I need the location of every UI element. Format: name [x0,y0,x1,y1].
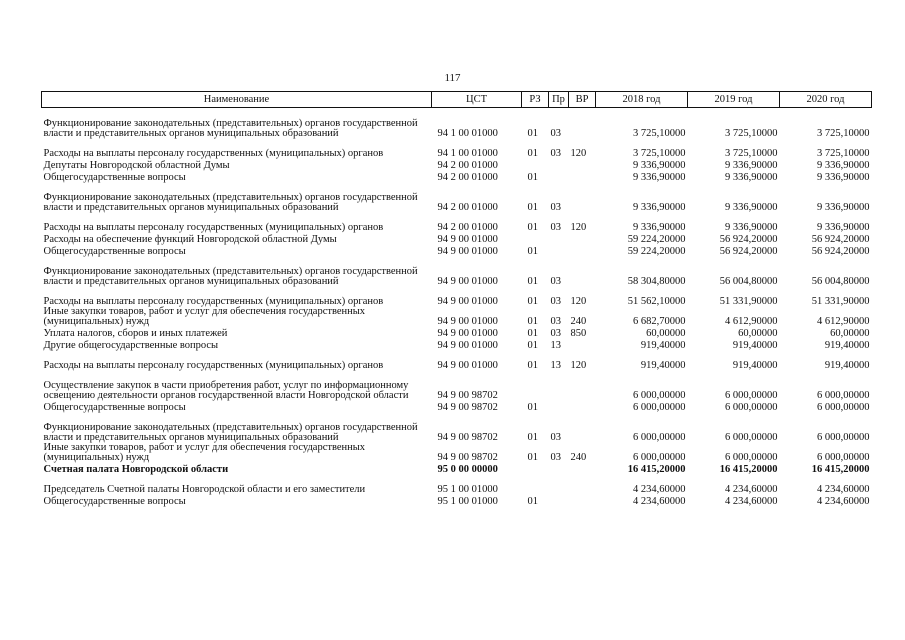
cell-pr [549,158,569,170]
cell-2019: 4 234,60000 [725,483,778,495]
cell-2020: 4 234,60000 [817,495,870,507]
cell-vr [569,412,596,442]
cell-name: Осуществление закупок в части приобретения работ, услуг по информационному освещению деятельности органов государственной власти Новгородской области [43,380,409,401]
cell-2019: 6 000,00000 [725,451,778,463]
cell-rz: 01 [527,359,538,371]
cell-pr: 03 [550,431,561,443]
table-row [42,306,872,326]
cell-pr: 03 [550,451,561,463]
cell-2018: 59 224,20000 [627,245,686,257]
cell-pr [549,232,569,244]
cell-2019: 6 000,00000 [725,431,778,443]
cell-pr: 03 [550,221,561,233]
cell-pr [549,494,569,506]
header-rz: РЗ [522,92,549,108]
cell-2018: 9 336,90000 [633,159,686,171]
cell-name: Функционирование законодательных (представительных) органов государственной власти и представительных органов муниципальных образований [43,266,418,287]
cell-2020: 56 924,20000 [811,245,870,257]
cell-2019: 9 336,90000 [725,171,778,183]
table-row [42,400,872,412]
cell-rz: 01 [527,201,538,213]
cell-2020: 56 004,80000 [811,275,870,287]
cell-2020: 6 000,00000 [817,431,870,443]
cell-2019: 56 924,20000 [719,245,778,257]
cell-2018: 919,40000 [640,359,686,371]
table-row [42,256,872,286]
cell-2019: 6 000,00000 [725,389,778,401]
cell-2019: 51 331,90000 [719,295,778,307]
table-row [42,350,872,370]
cell-2020: 6 000,00000 [817,401,870,413]
cell-rz: 01 [527,221,538,233]
cell-rz [522,370,549,400]
cell-cst: 94 9 00 98702 [437,389,498,401]
cell-cst: 94 9 00 01000 [437,359,498,371]
cell-rz: 01 [527,275,538,287]
table-row [42,494,872,506]
cell-vr: 850 [570,327,587,339]
table-row [42,412,872,442]
cell-vr [569,170,596,182]
cell-2019: 56 924,20000 [719,233,778,245]
budget-table [41,91,872,506]
cell-vr [569,494,596,506]
table-row [42,212,872,232]
cell-cst: 94 2 00 01000 [437,201,498,213]
cell-pr [549,462,569,474]
header-name: Наименование [42,92,432,108]
header-2020: 2020 год [780,92,872,108]
header-2019: 2019 год [688,92,780,108]
cell-rz: 01 [527,327,538,339]
cell-cst: 94 1 00 01000 [437,127,498,139]
cell-pr: 03 [550,327,561,339]
cell-vr: 120 [570,295,587,307]
table-body [42,108,872,507]
cell-cst: 94 9 00 98702 [437,401,498,413]
cell-rz: 01 [527,339,538,351]
cell-rz: 01 [527,401,538,413]
cell-2020: 4 612,90000 [817,315,870,327]
cell-2019: 3 725,10000 [725,147,778,159]
cell-vr [569,256,596,286]
table-row [42,370,872,400]
cell-2018: 3 725,10000 [633,127,686,139]
cell-2018: 9 336,90000 [633,221,686,233]
cell-pr: 03 [550,295,561,307]
cell-pr: 13 [550,359,561,371]
cell-rz: 01 [527,315,538,327]
cell-pr: 13 [550,339,561,351]
cell-vr [569,108,596,139]
cell-vr: 240 [570,451,587,463]
cell-name: Общегосударственные вопросы [43,171,186,183]
header-vr: ВР [569,92,596,108]
cell-2019: 4 234,60000 [725,495,778,507]
cell-2018: 6 000,00000 [633,389,686,401]
cell-2018: 59 224,20000 [627,233,686,245]
cell-2019: 9 336,90000 [725,221,778,233]
cell-rz: 01 [527,147,538,159]
cell-pr: 03 [550,127,561,139]
cell-pr: 03 [550,147,561,159]
cell-cst: 94 9 00 01000 [437,275,498,287]
cell-2018: 3 725,10000 [633,147,686,159]
cell-2018: 16 415,20000 [627,463,686,475]
cell-name: Расходы на обеспечение функций Новгородской областной Думы [43,233,337,245]
table-row [42,138,872,158]
cell-2018: 6 000,00000 [633,401,686,413]
cell-2020: 3 725,10000 [817,147,870,159]
cell-vr: 120 [570,359,587,371]
cell-name: Уплата налогов, сборов и иных платежей [43,327,228,339]
cell-2019: 9 336,90000 [725,201,778,213]
cell-cst: 94 9 00 01000 [437,233,498,245]
cell-2020: 9 336,90000 [817,201,870,213]
table-row [42,442,872,462]
cell-2020: 16 415,20000 [811,463,870,475]
cell-2020: 919,40000 [824,359,870,371]
cell-vr: 120 [570,147,587,159]
cell-2018: 51 562,10000 [627,295,686,307]
cell-2019: 919,40000 [732,339,778,351]
cell-rz: 01 [527,495,538,507]
cell-name: Расходы на выплаты персоналу государственных (муниципальных) органов [43,147,384,159]
table-row [42,158,872,170]
cell-vr [569,474,596,494]
header-pr: Пр [549,92,569,108]
cell-pr [549,370,569,400]
cell-2020: 6 000,00000 [817,389,870,401]
table-row [42,286,872,306]
table-header-row [42,92,872,108]
cell-2019: 16 415,20000 [719,463,778,475]
cell-name: Иные закупки товаров, работ и услуг для обеспечения государственных (муниципальных) нужд [43,442,366,463]
cell-cst: 94 9 00 98702 [437,451,498,463]
table-row [42,474,872,494]
cell-vr [569,232,596,244]
cell-2018: 6 000,00000 [633,451,686,463]
cell-cst: 94 9 00 01000 [437,245,498,257]
cell-2018: 9 336,90000 [633,171,686,183]
cell-pr [549,244,569,256]
cell-2018: 9 336,90000 [633,201,686,213]
cell-rz: 01 [527,431,538,443]
header-cst: ЦСТ [432,92,522,108]
cell-rz [522,474,549,494]
cell-2019: 6 000,00000 [725,401,778,413]
cell-2020: 9 336,90000 [817,171,870,183]
cell-2020: 9 336,90000 [817,159,870,171]
cell-vr [569,400,596,412]
cell-pr [549,400,569,412]
cell-name: Счетная палата Новгородской области [43,463,229,475]
cell-2018: 58 304,80000 [627,275,686,287]
cell-cst: 94 2 00 01000 [437,171,498,183]
cell-2020: 9 336,90000 [817,221,870,233]
cell-rz [522,232,549,244]
cell-2019: 9 336,90000 [725,159,778,171]
cell-name: Другие общегосударственные вопросы [43,339,219,351]
cell-vr [569,338,596,350]
cell-rz: 01 [527,127,538,139]
cell-rz: 01 [527,245,538,257]
cell-pr: 03 [550,275,561,287]
cell-name: Функционирование законодательных (представительных) органов государственной власти и представительных органов муниципальных образований [43,192,418,213]
cell-cst: 94 9 00 98702 [437,431,498,443]
header-2018: 2018 год [596,92,688,108]
cell-rz [522,158,549,170]
cell-rz: 01 [527,451,538,463]
table-row [42,182,872,212]
cell-vr [569,462,596,474]
cell-cst: 94 9 00 01000 [437,327,498,339]
cell-cst: 95 1 00 01000 [437,483,498,495]
cell-name: Функционирование законодательных (представительных) органов государственной власти и представительных органов муниципальных образований [43,422,418,443]
table-row-section-total [42,462,872,474]
cell-name: Депутаты Новгородской областной Думы [43,159,230,171]
cell-2019: 919,40000 [732,359,778,371]
cell-pr: 03 [550,315,561,327]
cell-2020: 56 924,20000 [811,233,870,245]
cell-vr [569,182,596,212]
table-row [42,170,872,182]
cell-2018: 919,40000 [640,339,686,351]
cell-vr: 240 [570,315,587,327]
cell-pr [549,170,569,182]
cell-cst: 94 9 00 01000 [437,339,498,351]
cell-vr: 120 [570,221,587,233]
cell-2019: 4 612,90000 [725,315,778,327]
cell-cst: 95 1 00 01000 [437,495,498,507]
cell-2018: 6 000,00000 [633,431,686,443]
cell-vr [569,370,596,400]
cell-rz: 01 [527,295,538,307]
cell-2020: 3 725,10000 [817,127,870,139]
cell-2020: 60,00000 [830,327,870,339]
cell-cst: 94 9 00 01000 [437,315,498,327]
cell-cst: 94 1 00 01000 [437,147,498,159]
table-row [42,338,872,350]
cell-rz [522,462,549,474]
cell-2018: 4 234,60000 [633,483,686,495]
cell-cst: 95 0 00 00000 [437,463,498,475]
cell-vr [569,244,596,256]
cell-name: Общегосударственные вопросы [43,245,186,257]
cell-cst: 94 9 00 01000 [437,295,498,307]
cell-name: Расходы на выплаты персоналу государственных (муниципальных) органов [43,221,384,233]
cell-2020: 4 234,60000 [817,483,870,495]
cell-name: Председатель Счетной палаты Новгородской области и его заместители [43,483,366,495]
cell-vr [569,158,596,170]
cell-2020: 51 331,90000 [811,295,870,307]
table-row [42,244,872,256]
cell-rz: 01 [527,171,538,183]
cell-name: Иные закупки товаров, работ и услуг для обеспечения государственных (муниципальных) нужд [43,306,366,327]
cell-pr [549,474,569,494]
cell-name: Расходы на выплаты персоналу государственных (муниципальных) органов [43,359,384,371]
page-number: 117 [444,72,461,84]
cell-2020: 919,40000 [824,339,870,351]
cell-2018: 6 682,70000 [633,315,686,327]
cell-2019: 60,00000 [738,327,778,339]
table-row [42,108,872,139]
cell-2019: 56 004,80000 [719,275,778,287]
cell-2019: 3 725,10000 [725,127,778,139]
cell-cst: 94 2 00 01000 [437,221,498,233]
cell-2018: 4 234,60000 [633,495,686,507]
table-row [42,326,872,338]
cell-name: Общегосударственные вопросы [43,495,186,507]
cell-cst: 94 2 00 01000 [437,159,498,171]
table-row [42,232,872,244]
cell-name: Расходы на выплаты персоналу государственных (муниципальных) органов [43,295,384,307]
cell-2018: 60,00000 [646,327,686,339]
cell-2020: 6 000,00000 [817,451,870,463]
cell-pr: 03 [550,201,561,213]
cell-name: Общегосударственные вопросы [43,401,186,413]
cell-name: Функционирование законодательных (представительных) органов государственной власти и представительных органов муниципальных образований [43,118,418,139]
